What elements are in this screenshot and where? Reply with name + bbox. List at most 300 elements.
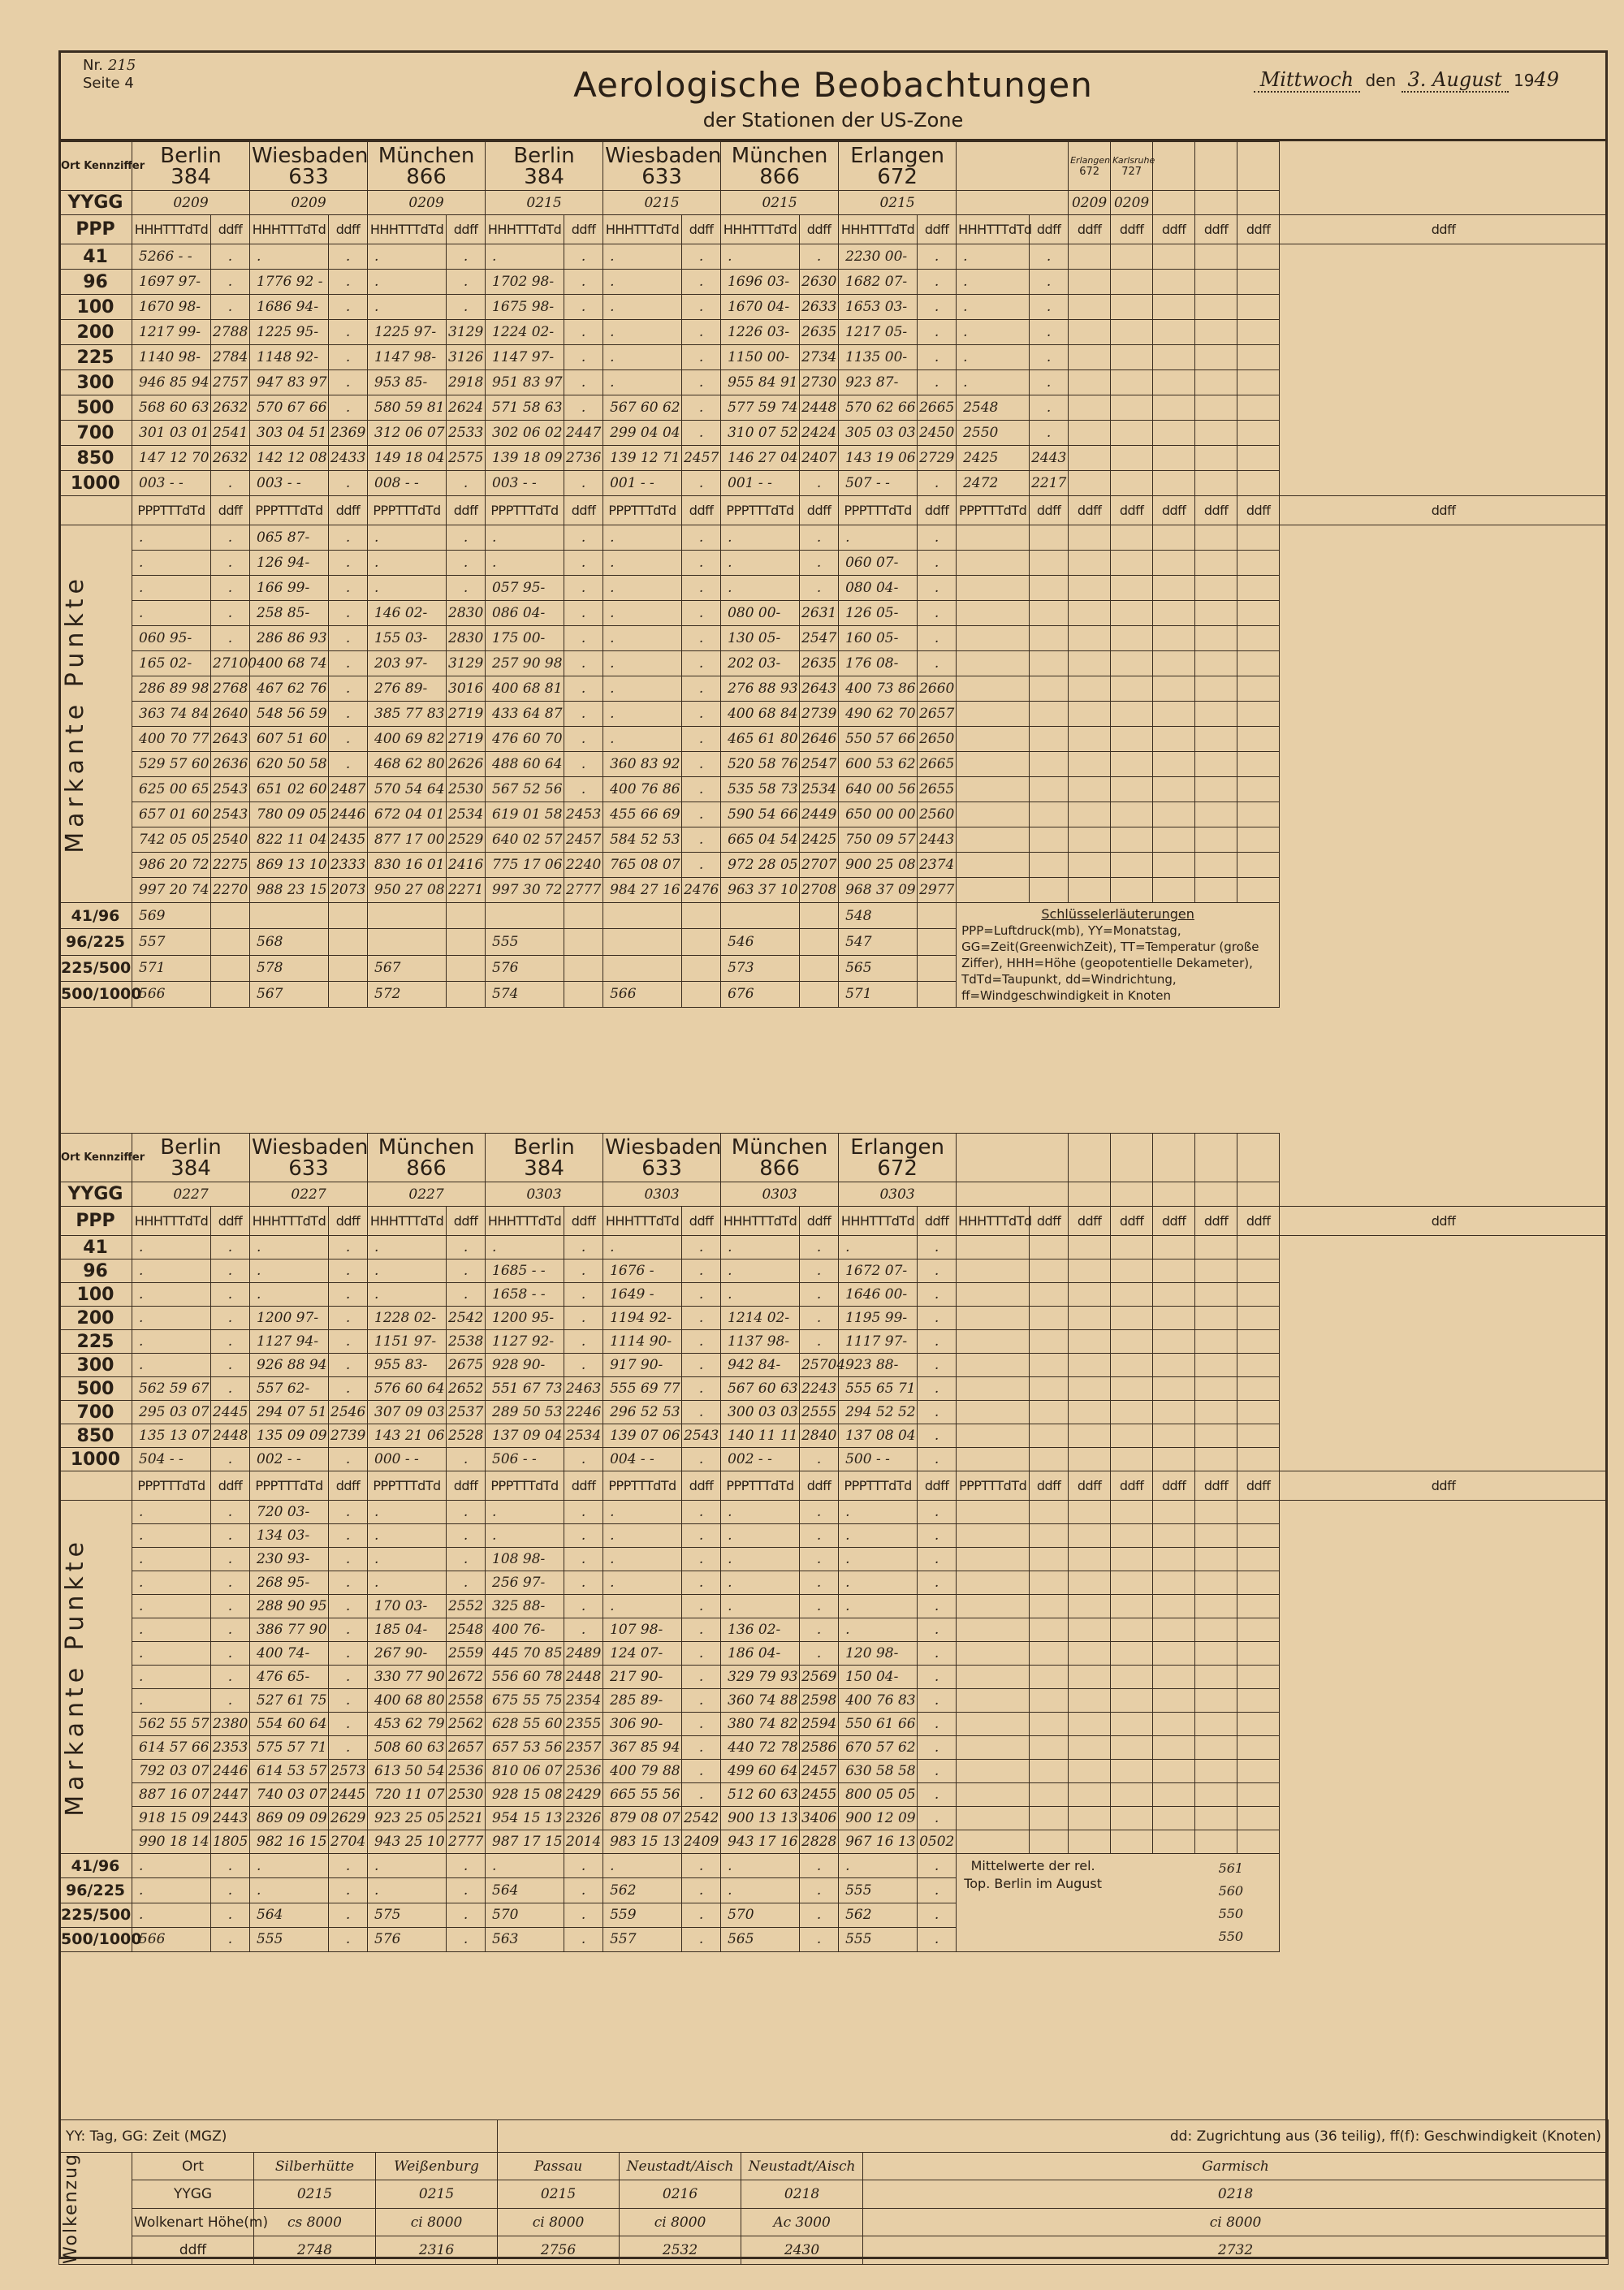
day-month: 3. August <box>1407 68 1502 91</box>
obs-cell: . <box>486 1524 564 1548</box>
obs-cell: . <box>682 777 721 802</box>
obs-cell: 550 61 66 <box>839 1713 918 1736</box>
empty-cell <box>1069 777 1111 802</box>
obs-cell: . <box>603 727 682 752</box>
obs-cell: 620 50 58 <box>250 752 329 777</box>
obs-cell: 504 - - <box>132 1448 211 1471</box>
empty-cell <box>1153 1548 1195 1571</box>
obs-cell: . <box>329 525 368 551</box>
obs-cell: . <box>682 295 721 320</box>
obs-cell: . <box>329 1642 368 1666</box>
empty-cell <box>957 1401 1030 1424</box>
empty-cell <box>1111 1689 1153 1713</box>
obs-cell: . <box>329 1307 368 1330</box>
empty-cell <box>1153 270 1195 295</box>
obs-cell: . <box>329 1854 368 1878</box>
obs-cell: . <box>211 1878 250 1903</box>
empty-cell <box>1030 1642 1069 1666</box>
obs-cell: 2409 <box>682 1830 721 1854</box>
wolkenzug-cell: 0218 <box>863 2180 1609 2208</box>
obs-cell: . <box>329 1903 368 1927</box>
markant-row <box>59 626 1608 651</box>
obs-cell: 557 <box>603 1927 682 1951</box>
obs-cell: . <box>603 244 682 270</box>
obs-cell: . <box>250 1854 329 1878</box>
obs-cell: 1147 97- <box>486 345 564 370</box>
level-row <box>59 1448 1608 1471</box>
obs-cell: 2665 <box>918 752 957 777</box>
empty-cell <box>1069 1618 1111 1642</box>
obs-cell <box>564 929 603 955</box>
rel-top-label: 500/1000 <box>59 981 132 1007</box>
empty-cell <box>1237 525 1280 551</box>
obs-cell: 3126 <box>447 345 486 370</box>
obs-cell: 2562 <box>447 1713 486 1736</box>
wolkenzug-cell: Silberhütte <box>254 2153 376 2180</box>
rel-top-row <box>59 929 1608 955</box>
empty-cell <box>1237 446 1280 471</box>
station-name: Karlsruhe <box>1112 154 1155 166</box>
empty-cell <box>1237 1642 1280 1666</box>
obs-cell: 548 56 59 <box>250 702 329 727</box>
empty-cell <box>1195 525 1237 551</box>
obs-cell: . <box>839 1236 918 1260</box>
obs-cell: . <box>918 551 957 576</box>
obs-cell: 057 95- <box>486 576 564 601</box>
wolkenzug-cell: Neustadt/Aisch <box>620 2153 741 2180</box>
obs-cell: . <box>564 1501 603 1524</box>
obs-cell: 943 17 16 <box>721 1830 800 1854</box>
obs-cell: . <box>211 601 250 626</box>
obs-cell: 175 00- <box>486 626 564 651</box>
obs-cell: . <box>564 345 603 370</box>
empty-cell <box>1195 601 1237 626</box>
wolkenzug-cell: ci 8000 <box>498 2208 620 2236</box>
obs-cell: 000 - - <box>368 1448 447 1471</box>
empty-cell <box>957 1330 1030 1354</box>
empty-cell <box>1069 727 1111 752</box>
hhh-column-header: HHHTTTdTd <box>132 215 211 244</box>
obs-cell: 1194 92- <box>603 1307 682 1330</box>
obs-cell: . <box>800 1571 839 1595</box>
obs-cell: 440 72 78 <box>721 1736 800 1760</box>
obs-cell: 2326 <box>564 1807 603 1830</box>
obs-cell: 2457 <box>800 1760 839 1783</box>
obs-cell: . <box>564 1878 603 1903</box>
empty-cell <box>957 1501 1030 1524</box>
empty-cell <box>1153 1448 1195 1471</box>
extra-station-header <box>1069 142 1111 191</box>
obs-cell: . <box>447 1448 486 1471</box>
obs-cell: . <box>918 1260 957 1283</box>
ppp-label: PPP <box>59 1207 132 1236</box>
station-name: Erlangen <box>850 143 944 168</box>
markant-row <box>59 1736 1608 1760</box>
obs-cell: 150 04- <box>839 1666 918 1689</box>
obs-cell: 400 68 80 <box>368 1689 447 1713</box>
obs-cell: . <box>329 1236 368 1260</box>
empty-cell <box>1153 1618 1195 1642</box>
obs-cell: . <box>682 1878 721 1903</box>
obs-cell <box>250 903 329 929</box>
obs-cell: 2675 <box>447 1354 486 1377</box>
ddff-column-header: ddff <box>564 496 603 525</box>
top-observation-table <box>58 141 1608 1008</box>
level-label: 225 <box>59 345 132 370</box>
empty-cell <box>1195 1424 1237 1448</box>
obs-cell: . <box>486 1854 564 1878</box>
level-label: 200 <box>59 1307 132 1330</box>
yygg-value: 0227 <box>132 1182 250 1207</box>
obs-cell: 967 16 13 <box>839 1830 918 1854</box>
empty-cell <box>1111 1548 1153 1571</box>
level-row <box>59 421 1608 446</box>
ddff-column-header: ddff <box>1030 1471 1069 1501</box>
empty-cell <box>957 802 1030 827</box>
ddff-column-header: ddff <box>800 215 839 244</box>
empty-cell <box>957 1354 1030 1377</box>
obs-cell: 2977 <box>918 878 957 903</box>
obs-cell: 942 84- <box>721 1354 800 1377</box>
obs-cell: . <box>368 244 447 270</box>
obs-cell: 120 98- <box>839 1642 918 1666</box>
obs-cell: . <box>603 1236 682 1260</box>
station-header <box>250 1134 368 1182</box>
obs-cell: 2548 <box>957 395 1030 421</box>
obs-cell: . <box>447 471 486 496</box>
empty-cell <box>1195 270 1237 295</box>
obs-cell: . <box>721 551 800 576</box>
obs-cell: 2918 <box>447 370 486 395</box>
obs-cell: 1702 98- <box>486 270 564 295</box>
obs-cell: 2777 <box>564 878 603 903</box>
markant-row <box>59 676 1608 702</box>
empty-cell <box>1237 1571 1280 1595</box>
obs-cell: . <box>721 1260 800 1283</box>
obs-cell: 720 11 07 <box>368 1783 447 1807</box>
obs-cell: 2542 <box>447 1307 486 1330</box>
obs-cell: . <box>368 1283 447 1307</box>
obs-cell: 2355 <box>564 1713 603 1736</box>
pppt-column-header: PPPTTTdTd <box>250 496 329 525</box>
obs-cell: 2729 <box>918 446 957 471</box>
empty-cell <box>1111 1713 1153 1736</box>
obs-cell: 2353 <box>211 1736 250 1760</box>
obs-cell: . <box>682 1642 721 1666</box>
station-header <box>132 1134 250 1182</box>
empty-cell <box>1195 1307 1237 1330</box>
obs-cell: . <box>800 1595 839 1618</box>
level-row <box>59 1354 1608 1377</box>
nr-value: 215 <box>107 57 136 74</box>
obs-cell: . <box>839 1571 918 1595</box>
obs-cell: . <box>564 395 603 421</box>
obs-cell: . <box>839 1618 918 1642</box>
empty-cell <box>957 601 1030 626</box>
empty-cell <box>1237 1424 1280 1448</box>
ddff-column-header: ddff <box>1237 1207 1280 1236</box>
empty-cell <box>1237 802 1280 827</box>
yygg-value: 0303 <box>839 1182 957 1207</box>
obs-cell: . <box>564 1283 603 1307</box>
empty-cell <box>1195 576 1237 601</box>
station-name: Berlin <box>513 1134 575 1160</box>
blank-label <box>59 496 132 525</box>
station-header-row <box>59 142 1608 191</box>
empty-cell <box>957 1571 1030 1595</box>
obs-cell: 003 - - <box>250 471 329 496</box>
obs-cell: 2443 <box>211 1807 250 1830</box>
station-name: München <box>378 1134 475 1160</box>
empty-cell <box>1111 1807 1153 1830</box>
obs-cell: . <box>800 1448 839 1471</box>
obs-cell: 2633 <box>800 295 839 320</box>
obs-cell: . <box>682 1283 721 1307</box>
empty-cell <box>1237 295 1280 320</box>
obs-cell: . <box>682 576 721 601</box>
empty-cell <box>1195 878 1237 903</box>
obs-cell: . <box>486 525 564 551</box>
obs-cell: 400 73 86 <box>839 676 918 702</box>
empty-cell <box>1153 1283 1195 1307</box>
blank-station-header <box>957 1134 1069 1182</box>
obs-cell: . <box>329 576 368 601</box>
level-label: 700 <box>59 421 132 446</box>
empty-cell <box>957 551 1030 576</box>
empty-cell <box>1195 1807 1237 1830</box>
obs-cell: . <box>211 244 250 270</box>
obs-cell: 160 05- <box>839 626 918 651</box>
obs-cell: . <box>132 1666 211 1689</box>
obs-cell: . <box>132 1595 211 1618</box>
obs-cell: 2624 <box>447 395 486 421</box>
obs-cell: 740 03 07 <box>250 1783 329 1807</box>
obs-cell: . <box>918 1595 957 1618</box>
obs-cell: . <box>1030 395 1069 421</box>
empty-cell <box>1195 370 1237 395</box>
obs-cell: 1696 03- <box>721 270 800 295</box>
obs-cell: 135 13 07 <box>132 1424 211 1448</box>
obs-cell: 2374 <box>918 853 957 878</box>
obs-cell: 625 00 65 <box>132 777 211 802</box>
obs-cell: . <box>918 270 957 295</box>
obs-cell: 983 15 13 <box>603 1830 682 1854</box>
obs-cell: 003 - - <box>132 471 211 496</box>
wolkenzug-cell: 0215 <box>498 2180 620 2208</box>
empty-cell <box>1153 1642 1195 1666</box>
empty-cell <box>1195 1283 1237 1307</box>
rel-top-label: 41/96 <box>59 1854 132 1878</box>
ddff-column-header: ddff <box>1153 496 1195 525</box>
obs-cell: 305 03 03 <box>839 421 918 446</box>
obs-cell: 146 02- <box>368 601 447 626</box>
obs-cell: . <box>368 1571 447 1595</box>
level-row <box>59 320 1608 345</box>
obs-cell: . <box>603 676 682 702</box>
obs-cell: . <box>918 651 957 676</box>
station-header <box>132 142 250 191</box>
empty-cell <box>957 752 1030 777</box>
empty-cell <box>1030 1283 1069 1307</box>
obs-cell: 139 12 71 <box>603 446 682 471</box>
empty-cell <box>1111 1642 1153 1666</box>
obs-cell: 1649 - <box>603 1283 682 1307</box>
obs-cell: 571 58 63 <box>486 395 564 421</box>
obs-cell: . <box>682 551 721 576</box>
obs-cell: . <box>682 1401 721 1424</box>
obs-cell: 792 03 07 <box>132 1760 211 1783</box>
obs-cell: 869 13 10 <box>250 853 329 878</box>
obs-cell: 2788 <box>211 320 250 345</box>
obs-cell: . <box>957 345 1030 370</box>
obs-cell: . <box>721 1548 800 1571</box>
empty-cell <box>1069 270 1111 295</box>
obs-cell: . <box>918 1330 957 1354</box>
obs-cell: 1217 05- <box>839 320 918 345</box>
empty-cell <box>1153 1260 1195 1283</box>
empty-cell <box>1195 1736 1237 1760</box>
empty-cell <box>1030 1548 1069 1571</box>
obs-cell: . <box>682 853 721 878</box>
wolkenzug-row <box>59 2180 1609 2208</box>
empty-cell <box>1195 777 1237 802</box>
obs-cell: 1697 97- <box>132 270 211 295</box>
obs-cell: . <box>800 1501 839 1524</box>
obs-cell: . <box>211 1854 250 1878</box>
empty-cell <box>957 1182 1069 1207</box>
rel-top-row <box>59 903 1608 929</box>
station-code: 672 <box>1079 165 1100 178</box>
ddff-column-header: ddff <box>329 1207 368 1236</box>
obs-cell: 947 83 97 <box>250 370 329 395</box>
obs-cell: 2655 <box>918 777 957 802</box>
obs-cell: . <box>211 525 250 551</box>
empty-cell <box>1069 525 1111 551</box>
obs-cell: . <box>211 270 250 295</box>
empty-cell <box>1195 1236 1237 1260</box>
obs-cell: . <box>918 320 957 345</box>
empty-cell <box>1069 1783 1111 1807</box>
obs-cell: 955 83- <box>368 1354 447 1377</box>
obs-cell: 2632 <box>211 395 250 421</box>
dd-note: dd: Zugrichtung aus (36 teilig), ff(f): Geschwindigkeit (Knoten) <box>498 2120 1609 2153</box>
pppt-column-header: PPPTTTdTd <box>839 1471 918 1501</box>
obs-cell: 555 <box>486 929 564 955</box>
empty-cell <box>1030 1666 1069 1689</box>
station-header <box>603 142 721 191</box>
obs-cell: . <box>682 1783 721 1807</box>
level-label: 500 <box>59 1377 132 1401</box>
wolkenzug-row-label: Wolkenart Höhe(m) <box>132 2208 254 2236</box>
obs-cell <box>447 981 486 1007</box>
obs-cell: . <box>250 1260 329 1283</box>
empty-cell <box>1069 651 1111 676</box>
station-code: 384 <box>524 164 564 189</box>
obs-cell: 650 00 00 <box>839 802 918 827</box>
empty-cell <box>1153 1736 1195 1760</box>
obs-cell: 2435 <box>329 827 368 853</box>
obs-cell: . <box>682 802 721 827</box>
obs-cell: . <box>918 1713 957 1736</box>
obs-cell: 060 95- <box>132 626 211 651</box>
obs-cell: 570 <box>486 1903 564 1927</box>
wolkenzug-cell: Weißenburg <box>376 2153 498 2180</box>
obs-cell: . <box>329 1260 368 1283</box>
empty-cell <box>1111 1182 1153 1207</box>
wolkenzug-cell: Garmisch <box>863 2153 1609 2180</box>
empty-cell <box>1111 1236 1153 1260</box>
obs-cell: 385 77 83 <box>368 702 447 727</box>
obs-cell: 135 09 09 <box>250 1424 329 1448</box>
obs-cell: . <box>250 244 329 270</box>
empty-cell <box>1030 727 1069 752</box>
obs-cell: . <box>211 1595 250 1618</box>
obs-cell: . <box>564 471 603 496</box>
empty-cell <box>1153 727 1195 752</box>
empty-cell <box>1237 471 1280 496</box>
obs-cell: 360 83 92 <box>603 752 682 777</box>
obs-cell: . <box>447 244 486 270</box>
ddff-column-header: ddff <box>1237 496 1280 525</box>
obs-cell: 556 60 78 <box>486 1666 564 1689</box>
yygg-row <box>59 191 1608 215</box>
obs-cell: . <box>447 551 486 576</box>
obs-cell: 2650 <box>918 727 957 752</box>
obs-cell: 130 05- <box>721 626 800 651</box>
empty-cell <box>957 191 1069 215</box>
obs-cell: 574 <box>486 981 564 1007</box>
empty-cell <box>957 626 1030 651</box>
year-prefix: 19 <box>1514 71 1535 90</box>
wolkenzug-cell: 2732 <box>863 2236 1609 2264</box>
empty-cell <box>1153 446 1195 471</box>
obs-cell: 1127 92- <box>486 1330 564 1354</box>
obs-cell: 568 60 63 <box>132 395 211 421</box>
empty-cell <box>1111 1401 1153 1424</box>
obs-cell: 565 <box>721 1927 800 1951</box>
obs-cell: . <box>603 525 682 551</box>
station-code: 633 <box>641 1156 682 1181</box>
empty-cell <box>1237 1260 1280 1283</box>
obs-cell: 963 37 10 <box>721 878 800 903</box>
year-suffix: 49 <box>1534 68 1559 91</box>
obs-cell: . <box>1030 370 1069 395</box>
empty-cell <box>1153 421 1195 446</box>
obs-cell <box>447 929 486 955</box>
obs-cell: . <box>564 270 603 295</box>
obs-cell: . <box>486 1501 564 1524</box>
empty-cell <box>1153 1571 1195 1595</box>
obs-cell: 176 08- <box>839 651 918 676</box>
station-name: Berlin <box>513 143 575 168</box>
obs-cell: . <box>918 1666 957 1689</box>
obs-cell: 557 <box>132 929 211 955</box>
empty-cell <box>1195 1618 1237 1642</box>
obs-cell: 2448 <box>800 395 839 421</box>
obs-cell: 400 70 77 <box>132 727 211 752</box>
obs-cell: 1148 92- <box>250 345 329 370</box>
ddff-column-header: ddff <box>564 215 603 244</box>
obs-cell: . <box>918 626 957 651</box>
hhh-column-header: HHHTTTdTd <box>603 1207 682 1236</box>
obs-cell <box>447 955 486 981</box>
ddff-column-header: ddff <box>1069 1471 1111 1501</box>
obs-cell: . <box>211 1689 250 1713</box>
obs-cell: . <box>918 1783 957 1807</box>
empty-cell <box>1237 1330 1280 1354</box>
obs-cell: 2646 <box>800 727 839 752</box>
level-label: 500 <box>59 395 132 421</box>
